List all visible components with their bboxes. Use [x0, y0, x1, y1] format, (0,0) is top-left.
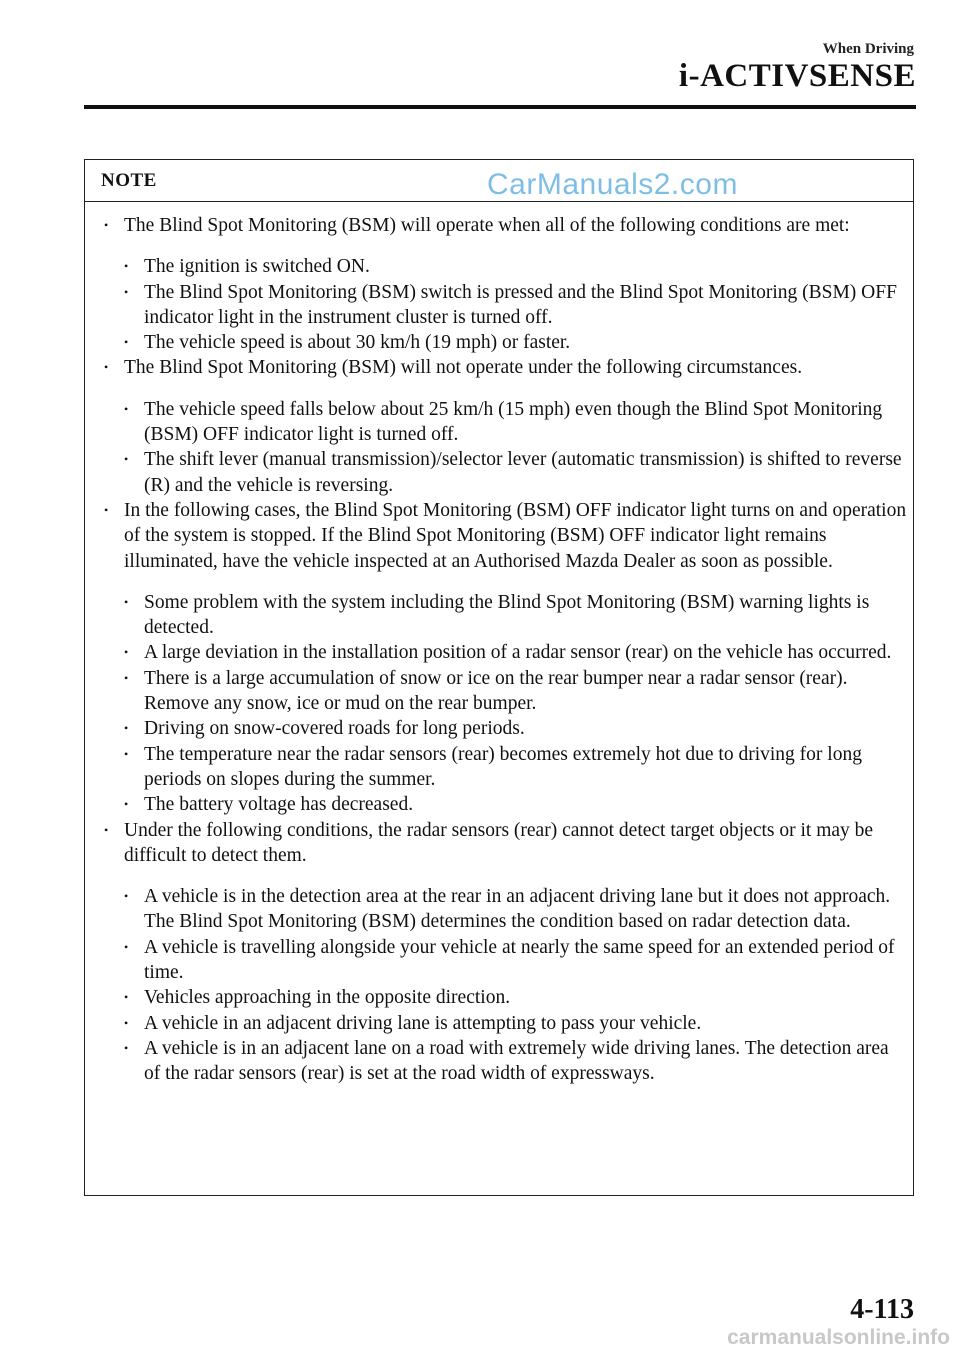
- bullet-icon: •: [124, 259, 129, 274]
- sub-list: [101, 884, 907, 1086]
- sub-item-text: Vehicles approaching in the opposite direction.: [144, 987, 511, 1009]
- sub-item-text: A vehicle is in an adjacent lane on a road with extremely wide driving lanes. The detection area of the radar sensors (rear) is set at the road width of expressways.: [144, 1037, 889, 1085]
- note-item-text: Under the following conditions, the radar sensors (rear) cannot detect target objects or it may be difficult to detect them.: [124, 819, 874, 866]
- bullet-icon: •: [124, 284, 129, 299]
- note-item-text: The Blind Spot Monitoring (BSM) will operate when all of the following conditions are met:: [124, 215, 850, 236]
- sub-list: [101, 254, 907, 355]
- sub-item-text: The vehicle speed falls below about 25 km/h (15 mph) even though the Blind Spot Monitoring (BSM) OFF indicator light is turned off.: [144, 398, 883, 446]
- sub-item: [101, 397, 907, 448]
- sub-item: [101, 330, 907, 355]
- sub-item-text: The temperature near the radar sensors (rear) becomes extremely hot due to driving for long periods on slopes during the summer.: [144, 743, 862, 790]
- bullet-icon: •: [124, 1040, 129, 1055]
- bullet-icon: •: [124, 889, 129, 904]
- sub-item: [101, 590, 907, 641]
- site-watermark: carmanualsonline.info: [727, 1326, 950, 1349]
- sub-list: [101, 397, 907, 498]
- note-item: [101, 355, 907, 380]
- sub-item: [101, 1011, 907, 1036]
- sub-item: [101, 716, 907, 741]
- sub-item-text: The vehicle speed is about 30 km/h (19 mph) or faster.: [144, 332, 571, 354]
- section-header: When Driving: [822, 41, 914, 57]
- sub-item: [101, 640, 907, 665]
- note-divider: [85, 201, 913, 202]
- note-item: [101, 818, 907, 869]
- watermark: CarManuals2.com: [487, 168, 738, 201]
- sub-item: [101, 666, 907, 717]
- note-body: [101, 213, 907, 1087]
- note-item: [101, 498, 907, 574]
- sub-item-text: A vehicle is in the detection area at the rear in an adjacent driving lane but it does not approach. The Blind Spot Monitoring (BSM) determines the condition based on radar detection data.: [144, 886, 891, 933]
- sub-item: [101, 935, 907, 986]
- sub-list: [101, 590, 907, 818]
- bullet-icon: •: [104, 218, 109, 232]
- bullet-icon: •: [124, 645, 129, 660]
- note-item: [101, 213, 907, 238]
- bullet-icon: •: [124, 335, 129, 350]
- sub-item-text: A vehicle is travelling alongside your vehicle at nearly the same speed for an extended period of time.: [144, 936, 895, 984]
- sub-item: [101, 1036, 907, 1087]
- sub-item: [101, 254, 907, 279]
- sub-item: [101, 280, 907, 331]
- bullet-icon: •: [124, 797, 129, 812]
- bullet-icon: •: [124, 939, 129, 954]
- page-number: 4-113: [850, 1294, 914, 1325]
- sub-item: [101, 985, 907, 1010]
- bullet-icon: •: [104, 822, 109, 837]
- sub-item: [101, 884, 907, 935]
- bullet-icon: •: [104, 502, 109, 517]
- note-item-text: In the following cases, the Blind Spot Monitoring (BSM) OFF indicator light turns on and operation of the system is stopped. If the Blind Spot Monitoring (BSM) OFF indicator light remains illuminated, have the vehicle inspected at an Authorised Mazda Dealer as soon as possible.: [124, 499, 907, 572]
- note-box: [84, 159, 914, 1196]
- sub-item: [101, 447, 907, 498]
- sub-item-text: A large deviation in the installation position of a radar sensor (rear) on the vehicle has occurred.: [144, 642, 892, 664]
- sub-item-text: The Blind Spot Monitoring (BSM) switch is pressed and the Blind Spot Monitoring (BSM) OFF indicator light in the instrument cluster is turned off.: [144, 281, 897, 328]
- header-rule: [84, 105, 916, 109]
- sub-item-text: The ignition is switched ON.: [144, 256, 370, 278]
- sub-item: [101, 742, 907, 793]
- sub-item: [101, 792, 907, 817]
- bullet-icon: •: [124, 401, 129, 416]
- bullet-icon: •: [124, 1015, 129, 1030]
- note-label: NOTE: [101, 170, 157, 191]
- sub-item-text: The battery voltage has decreased.: [144, 794, 414, 816]
- bullet-icon: •: [124, 990, 129, 1005]
- sub-item-text: A vehicle in an adjacent driving lane is attempting to pass your vehicle.: [144, 1012, 702, 1034]
- note-item-text: The Blind Spot Monitoring (BSM) will not operate under the following circumstances.: [124, 357, 803, 379]
- sub-item-text: Driving on snow-covered roads for long periods.: [144, 718, 525, 740]
- bullet-icon: •: [124, 746, 129, 761]
- bullet-icon: •: [124, 721, 129, 736]
- sub-item-text: There is a large accumulation of snow or ice on the rear bumper near a radar sensor (rear). Remove any snow, ice or mud on the rear bumper.: [144, 667, 848, 715]
- bullet-icon: •: [124, 452, 129, 467]
- sub-item-text: The shift lever (manual transmission)/selector lever (automatic transmission) is shifted to reverse (R) and the vehicle is reversing.: [144, 449, 902, 496]
- bullet-icon: •: [124, 670, 129, 685]
- page-title: i-ACTIVSENSE: [678, 58, 916, 94]
- bullet-icon: •: [124, 594, 129, 609]
- sub-item-text: Some problem with the system including the Blind Spot Monitoring (BSM) warning lights is detected.: [144, 591, 870, 639]
- bullet-icon: •: [104, 360, 109, 375]
